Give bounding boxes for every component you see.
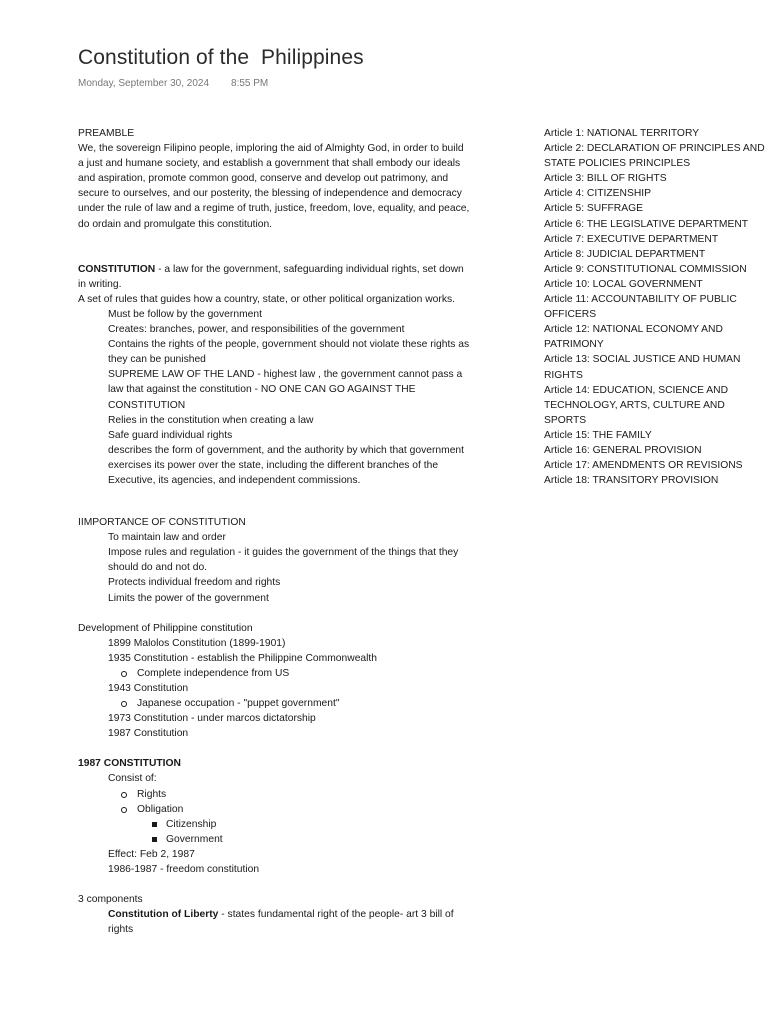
components-heading: 3 components xyxy=(78,894,143,906)
page-title: Constitution of the Philippines xyxy=(78,46,364,69)
article-item: Article 9: CONSTITUTIONAL COMMISSION xyxy=(544,263,747,275)
articles-list xyxy=(544,126,766,488)
article-item: Article 6: THE LEGISLATIVE DEPARTMENT xyxy=(544,218,749,230)
constitution-point: Creates: branches, power, and responsibilities of the government xyxy=(108,324,405,336)
article-item: Article 7: EXECUTIVE DEPARTMENT xyxy=(544,233,719,245)
development-subitem: Complete independence from US xyxy=(78,666,470,681)
article-item: Article 8: JUDICIAL DEPARTMENT xyxy=(544,248,706,260)
c1987-freedom: 1986-1987 - freedom constitution xyxy=(108,864,260,876)
development-item: 1987 Constitution xyxy=(108,728,189,740)
c1987-obligation: Obligation xyxy=(78,802,470,817)
c1987-heading-text: 1987 CONSTITUTION xyxy=(78,758,181,770)
article-item: Article 12: NATIONAL ECONOMY AND PATRIMONY xyxy=(544,324,723,351)
notes-left-column xyxy=(78,126,470,937)
article-item: Article 16: GENERAL PROVISION xyxy=(544,444,702,456)
article-item: Article 15: THE FAMILY xyxy=(544,429,652,441)
article-item: Article 5: SUFFRAGE xyxy=(544,203,643,215)
c1987-consist: Consist of: xyxy=(108,773,157,785)
importance-heading: IIMPORTANCE OF CONSTITUTION xyxy=(78,517,246,529)
article-item: Article 18: TRANSITORY PROVISION xyxy=(544,475,719,487)
components-liberty-term: Constitution of Liberty xyxy=(108,909,219,921)
development-heading: Development of Philippine constitution xyxy=(78,622,253,634)
preamble-text: We, the sovereign Filipino people, imploring the aid of Almighty God, in order to build a just and humane society, and establish a government that shall embody our ideals and aspiration, promote common good, conserve and develop out patrimony, and secure to ourselves, and our posterity, the blessing of independence and democracy under the rule of law and a regime of truth, justice, freedom, love, equality, and peace, do ordain and promulgate this constitution. xyxy=(78,143,470,230)
constitution-point: SUPREME LAW OF THE LAND - highest law , the government cannot pass a law that against the constitution - NO ONE CAN GO AGAINST THE CONSTITUTION xyxy=(108,369,463,411)
constitution-point: describes the form of government, and the authority by which that government exercises its power over the state, including the different branches of the Executive, its agencies, and independent commissions. xyxy=(108,444,465,486)
article-item: Article 3: BILL OF RIGHTS xyxy=(544,173,667,185)
page-date: Monday, September 30, 2024 xyxy=(78,78,210,89)
constitution-definition-text: - a law for the government, safeguarding individual rights, set down in writing. xyxy=(78,263,464,290)
development-item: 1935 Constitution - establish the Philippine Commonwealth xyxy=(108,652,378,664)
development-subitem: Japanese occupation - "puppet government" xyxy=(78,696,470,711)
article-item: Article 11: ACCOUNTABILITY OF PUBLIC OFFICERS xyxy=(544,294,737,321)
c1987-government: Government xyxy=(78,832,470,847)
article-item: Article 1: NATIONAL TERRITORY xyxy=(544,128,700,139)
article-item: Article 17: AMENDMENTS OR REVISIONS xyxy=(544,460,743,472)
constitution-term: CONSTITUTION xyxy=(78,263,156,275)
page-timestamp xyxy=(78,78,268,89)
constitution-definition xyxy=(78,262,470,292)
constitution-point: Relies in the constitution when creating a law xyxy=(108,414,314,426)
article-item: Article 2: DECLARATION OF PRINCIPLES AND STATE POLICIES PRINCIPLES xyxy=(544,143,765,170)
preamble-heading: PREAMBLE xyxy=(78,128,135,139)
article-item: Article 14: EDUCATION, SCIENCE AND TECHNOLOGY, ARTS, CULTURE AND SPORTS xyxy=(544,384,729,426)
importance-point: Limits the power of the government xyxy=(108,592,269,604)
development-item: 1973 Constitution - under marcos dictatorship xyxy=(108,713,316,725)
importance-point: Protects individual freedom and rights xyxy=(108,577,281,589)
article-item: Article 10: LOCAL GOVERNMENT xyxy=(544,278,703,290)
c1987-citizenship: Citizenship xyxy=(78,817,470,832)
article-item: Article 4: CITIZENSHIP xyxy=(544,188,651,200)
constitution-point: Must be follow by the government xyxy=(108,308,262,320)
c1987-heading xyxy=(78,756,470,771)
importance-point: To maintain law and order xyxy=(108,532,226,544)
article-item: Article 13: SOCIAL JUSTICE AND HUMAN RIGHTS xyxy=(544,354,741,381)
development-item: 1899 Malolos Constitution (1899-1901) xyxy=(108,637,286,649)
page-time: 8:55 PM xyxy=(231,78,269,89)
c1987-rights: Rights xyxy=(78,787,470,802)
constitution-point: Contains the rights of the people, government should not violate these rights as they can be punished xyxy=(108,339,470,366)
components-liberty-text: - states fundamental right of the people- art 3 bill of rights xyxy=(108,909,454,936)
constitution-definition-2: A set of rules that guides how a country, state, or other political organization works. xyxy=(78,293,455,305)
importance-point: Impose rules and regulation - it guides the government of the things that they should do and not do. xyxy=(108,547,459,574)
c1987-effect: Effect: Feb 2, 1987 xyxy=(108,848,195,860)
components-liberty xyxy=(78,907,470,937)
constitution-point: Safe guard individual rights xyxy=(108,429,233,441)
development-item: 1943 Constitution xyxy=(108,683,189,694)
